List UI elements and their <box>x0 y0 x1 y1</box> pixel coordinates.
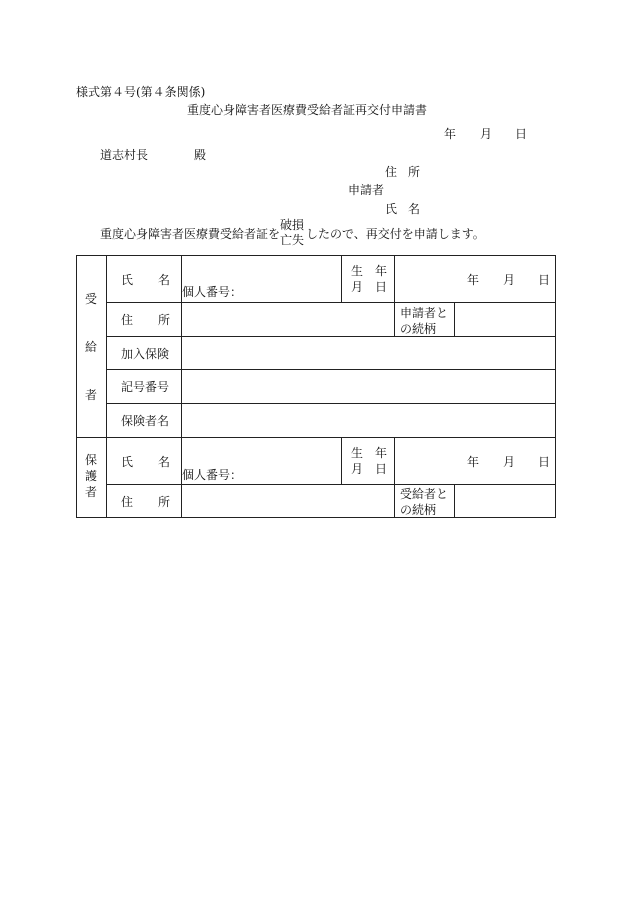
application-table <box>76 255 556 518</box>
recipient-birth-month: 月 <box>503 273 516 287</box>
recipient-address-label-a: 住 <box>121 313 134 327</box>
addressee-honorific: 殿 <box>194 148 207 162</box>
recipient-address-input[interactable] <box>182 303 453 335</box>
applicant-name-label-b: 名 <box>408 202 421 216</box>
guardian-birth-year: 年 <box>467 455 480 469</box>
date-month: 月 <box>480 127 493 141</box>
applicant-label: 申請者 <box>348 183 385 197</box>
recipient-birthdate-input[interactable] <box>395 256 554 301</box>
relation-to-applicant-1: 申請者と <box>400 306 449 320</box>
symbol-number-input[interactable] <box>182 370 554 402</box>
option-lost: 亡失 <box>280 233 305 247</box>
guardian-relation-input[interactable] <box>455 485 554 516</box>
guardian-address-input[interactable] <box>182 485 453 516</box>
applicant-address-label-a: 住 <box>385 165 398 179</box>
insurer-name-input[interactable] <box>182 404 554 436</box>
guardian-name-input[interactable] <box>182 438 340 466</box>
document-title: 重度心身障害者医療費受給者証再交付申請書 <box>187 103 428 117</box>
guardian-name-label-a: 氏 <box>121 455 134 469</box>
relation-to-applicant-2: の続柄 <box>400 322 437 336</box>
recipient-birth-label-1: 生 年 <box>351 264 388 278</box>
date-year: 年 <box>444 127 457 141</box>
applicant-name-label-a: 氏 <box>385 202 398 216</box>
form-number: 様式第４号(第４条関係) <box>76 85 206 99</box>
recipient-birth-year: 年 <box>467 273 480 287</box>
insurer-name-label: 保険者名 <box>121 414 170 428</box>
applicant-address-label-b: 所 <box>408 165 421 179</box>
guardian-birth-label-2: 月 日 <box>351 462 388 476</box>
recipient-address-label-b: 所 <box>158 313 171 327</box>
guardian-name-label-b: 名 <box>158 455 171 469</box>
option-damaged: 破損 <box>280 218 305 232</box>
guardian-group-label: 保 護 者 <box>84 453 97 499</box>
guardian-birth-month: 月 <box>503 455 516 469</box>
symbol-number-label: 記号番号 <box>121 380 170 394</box>
recipient-birth-label-2: 月 日 <box>351 280 388 294</box>
statement-options <box>280 219 308 249</box>
recipient-name-input[interactable] <box>182 256 340 284</box>
guardian-address-label-b: 所 <box>158 495 171 509</box>
relation-to-recipient-2: の続柄 <box>400 503 437 517</box>
recipient-name-label-b: 名 <box>158 273 171 287</box>
addressee-name: 道志村長 <box>100 148 149 162</box>
recipient-relation-input[interactable] <box>455 303 554 335</box>
guardian-address-label-a: 住 <box>121 495 134 509</box>
guardian-birth-label-1: 生 年 <box>351 446 388 460</box>
statement-prefix: 重度心身障害者医療費受給者証を <box>100 227 281 241</box>
statement-suffix: したので、再交付を申請します。 <box>306 227 485 241</box>
insurance-label: 加入保険 <box>121 347 170 361</box>
recipient-group-label: 受 給 者 <box>84 292 97 402</box>
guardian-birthdate-input[interactable] <box>395 438 554 483</box>
insurance-input[interactable] <box>182 337 554 368</box>
date-day: 日 <box>515 127 528 141</box>
recipient-name-label-a: 氏 <box>121 273 134 287</box>
relation-to-recipient-1: 受給者と <box>400 487 449 501</box>
guardian-mynumber-label: 個人番号： <box>182 468 243 482</box>
recipient-birth-day: 日 <box>538 273 551 287</box>
recipient-mynumber-label: 個人番号： <box>182 285 243 299</box>
guardian-birth-day: 日 <box>538 455 551 469</box>
